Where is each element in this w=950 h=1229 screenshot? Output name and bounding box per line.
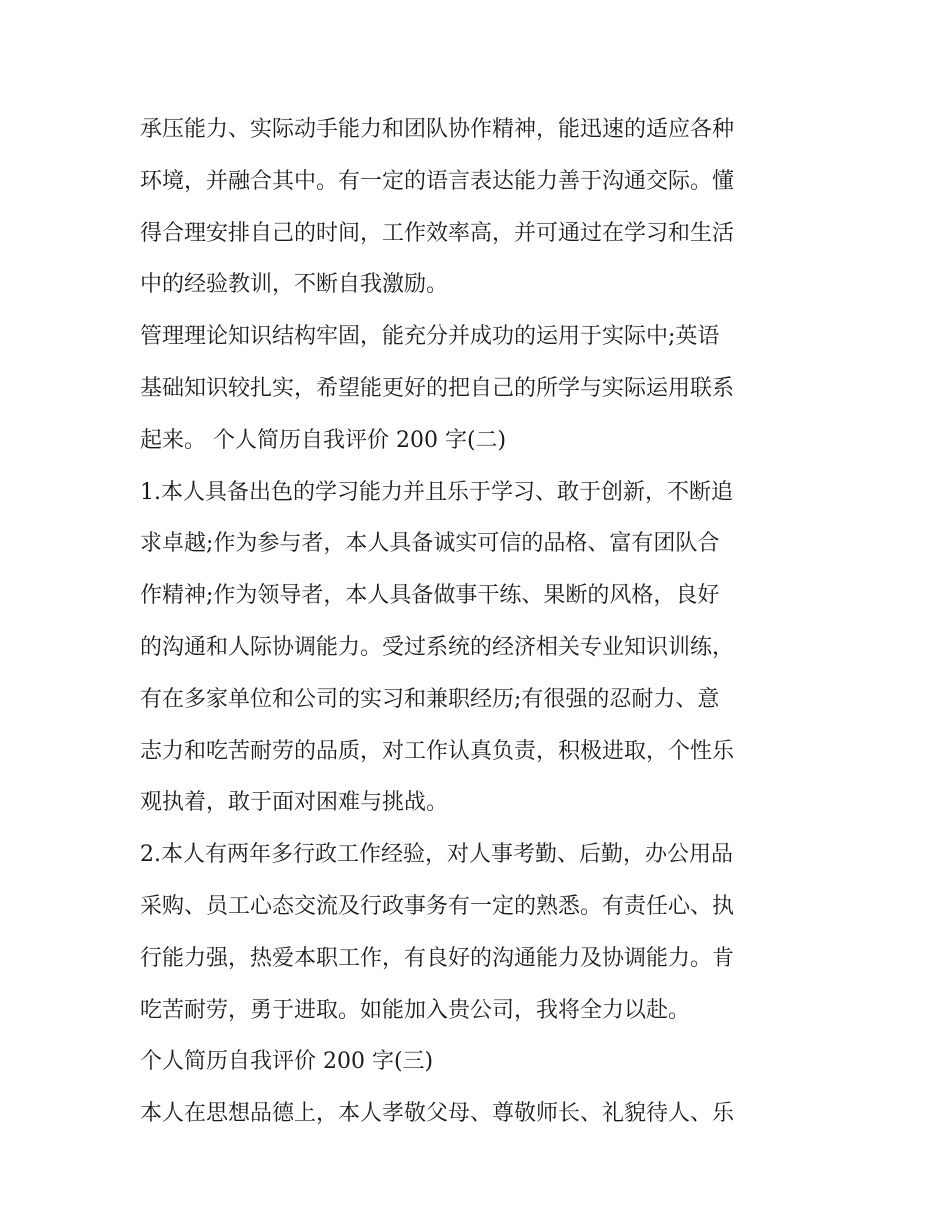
text-line: 行能力强，热爱本职工作，有良好的沟通能力及协调能力。肯 xyxy=(140,945,735,971)
document-body xyxy=(140,104,820,1140)
text-line: 管理理论知识结构牢固，能充分并成功的运用于实际中;英语 xyxy=(140,324,720,350)
text-line: 作精神;作为领导者，本人具备做事干练、果断的风格，良好 xyxy=(140,583,720,609)
text-line: 环境，并融合其中。有一定的语言表达能力善于沟通交际。懂 xyxy=(140,168,735,194)
text-line: 得合理安排自己的时间，工作效率高，并可通过在学习和生活 xyxy=(140,220,735,246)
text-line: 采购、员工心态交流及行政事务有一定的熟悉。有责任心、执 xyxy=(140,893,735,919)
text-line: 志力和吃苦耐劳的品质，对工作认真负责，积极进取，个性乐 xyxy=(140,738,735,764)
text-line: 有在多家单位和公司的实习和兼职经历;有很强的忍耐力、意 xyxy=(140,686,720,712)
text-line: 本人在思想品德上，本人孝敬父母、尊敬师长、礼貌待人、乐 xyxy=(140,1101,735,1127)
section-heading-3: 个人简历自我评价 200 字(三) xyxy=(140,1049,434,1075)
text-line: 吃苦耐劳，勇于进取。如能加入贵公司，我将全力以赴。 xyxy=(140,997,691,1023)
text-line: 基础知识较扎实，希望能更好的把自己的所学与实际运用联系 xyxy=(140,375,735,401)
text-line: 中的经验教训，不断自我激励。 xyxy=(140,272,449,298)
text-line: 的沟通和人际协调能力。受过系统的经济相关专业知识训练， xyxy=(140,634,735,660)
text-line: 2.本人有两年多行政工作经验，对人事考勤、后勤，办公用品 xyxy=(140,842,733,868)
text-line: 承压能力、实际动手能力和团队协作精神，能迅速的适应各种 xyxy=(140,117,735,142)
text-line: 1.本人具备出色的学习能力并且乐于学习、敢于创新，不断追 xyxy=(140,479,733,505)
text-line: 求卓越;作为参与者，本人具备诚实可信的品格、富有团队合 xyxy=(140,531,720,557)
text-line: 观执着，敢于面对困难与挑战。 xyxy=(140,790,449,816)
section-heading-2: 起来。 个人简历自我评价 200 字(二) xyxy=(140,427,507,453)
